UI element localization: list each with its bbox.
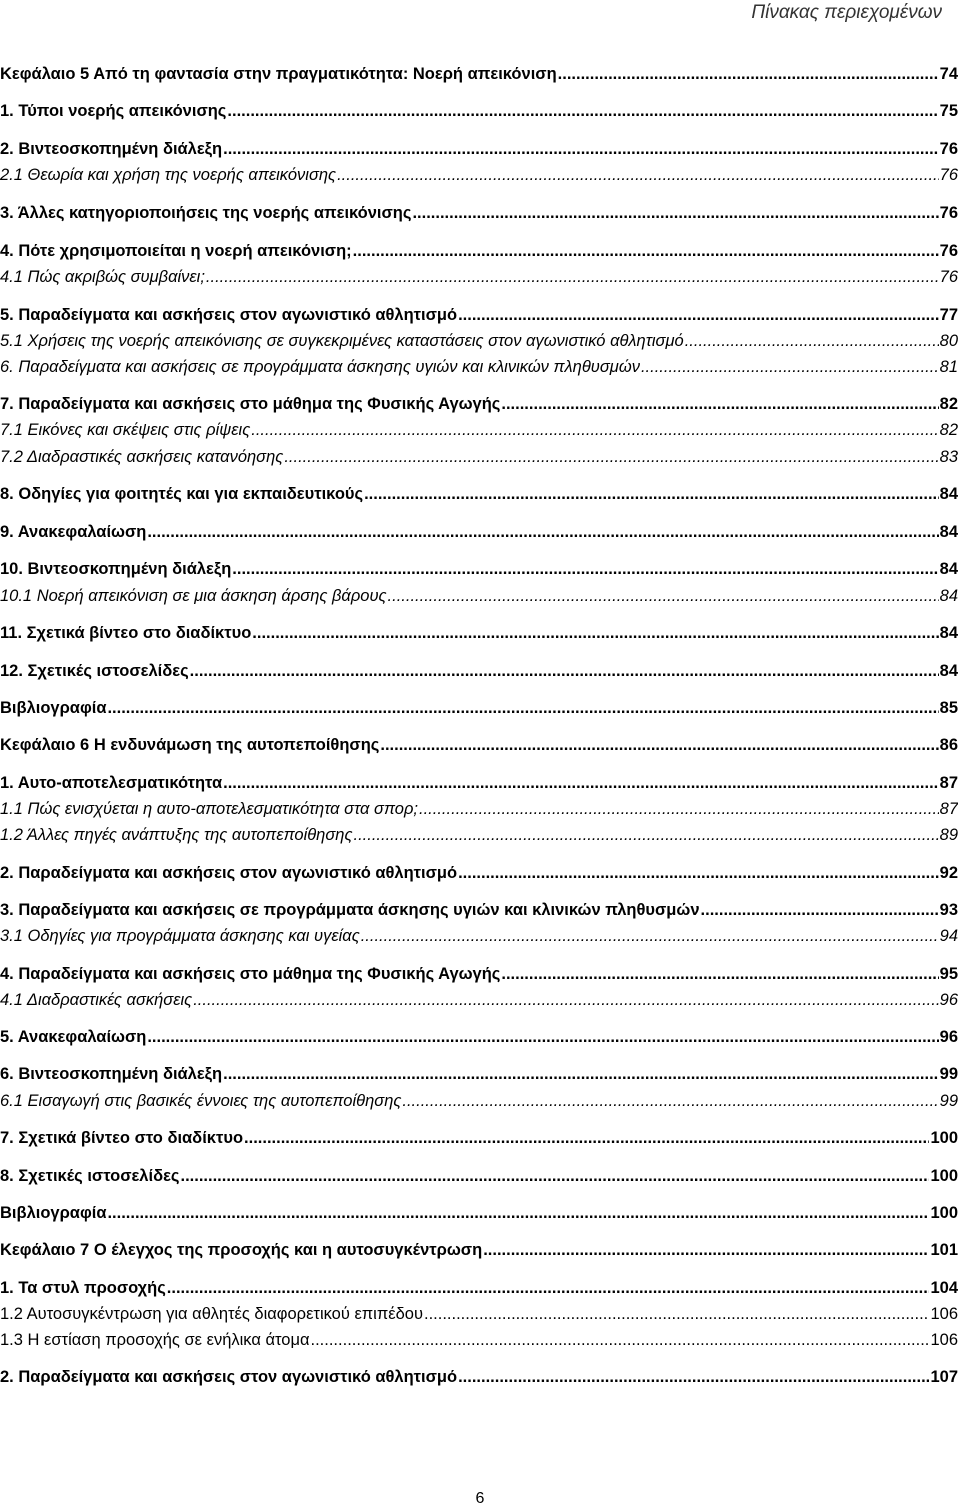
toc-entry-page: 107: [930, 1368, 958, 1386]
dot-leader: [284, 445, 938, 469]
dot-leader: [402, 1089, 938, 1113]
toc-entry-label: Βιβλιογραφία: [0, 699, 107, 717]
toc-entry-label: 1.2 Άλλες πηγές ανάπτυξης της αυτοπεποίθησης: [0, 826, 353, 844]
toc-entry[interactable]: [0, 823, 958, 847]
toc-entry-page: 76: [939, 268, 958, 286]
toc-entry[interactable]: [0, 482, 958, 506]
dot-leader: [424, 1302, 929, 1326]
toc-entry-page: 93: [939, 901, 958, 919]
toc-entry[interactable]: [0, 1201, 958, 1225]
toc-entry-page: 77: [939, 306, 958, 324]
toc-entry-page: 81: [939, 358, 958, 376]
toc-entry[interactable]: [0, 1164, 958, 1188]
toc-entry[interactable]: [0, 1302, 958, 1326]
toc-entry[interactable]: [0, 418, 958, 442]
toc-entry-label: 5.1 Χρήσεις της νοερής απεικόνισης σε συγκεκριμένες καταστάσεις στον αγωνιστικό αθλητισμό: [0, 332, 684, 350]
toc-entry[interactable]: [0, 659, 958, 683]
toc-entry[interactable]: [0, 265, 958, 289]
dot-leader: [501, 392, 938, 416]
toc-entry[interactable]: [0, 1328, 958, 1352]
toc-entry[interactable]: [0, 1238, 958, 1262]
toc-entry-label: 6. Βιντεοσκοπημένη διάλεξη: [0, 1065, 223, 1083]
toc-entry[interactable]: [0, 988, 958, 1012]
dot-leader: [364, 482, 939, 506]
dot-leader: [701, 898, 939, 922]
toc-entry-label: Κεφάλαιο 5 Από τη φαντασία στην πραγματικότητα: Νοερή απεικόνιση: [0, 65, 557, 83]
dot-leader: [353, 239, 939, 263]
dot-leader: [193, 988, 938, 1012]
dot-leader: [685, 329, 939, 353]
toc-entry[interactable]: [0, 696, 958, 720]
toc-entry[interactable]: [0, 1025, 958, 1049]
toc-entry-label: 1.3 Η εστίαση προσοχής σε ενήλικα άτομα: [0, 1331, 310, 1349]
toc-entry[interactable]: [0, 62, 958, 86]
toc-entry-page: 100: [930, 1204, 958, 1222]
toc-entry-page: 75: [939, 102, 958, 120]
toc-entry-page: 76: [939, 204, 958, 222]
toc-entry[interactable]: [0, 137, 958, 161]
toc-entry-page: 99: [939, 1065, 958, 1083]
running-header: Πίνακας περιεχομένων: [751, 2, 942, 23]
dot-leader: [458, 861, 939, 885]
dot-leader: [483, 1238, 929, 1262]
toc-entry-label: 11. Σχετικά βίντεο στο διαδίκτυο: [0, 624, 252, 642]
dot-leader: [223, 137, 939, 161]
toc-entry[interactable]: [0, 1276, 958, 1300]
toc-entry-page: 85: [939, 699, 958, 717]
dot-leader: [107, 1201, 929, 1225]
toc-entry[interactable]: [0, 1126, 958, 1150]
dot-leader: [641, 355, 939, 379]
toc-entry-label: 12. Σχετικές ιστοσελίδες: [0, 662, 189, 680]
toc-entry-label: 10.1 Νοερή απεικόνιση σε μια άσκηση άρσης βάρους: [0, 587, 387, 605]
toc-entry-label: 5. Ανακεφαλαίωση: [0, 1028, 147, 1046]
toc-entry-page: 84: [939, 587, 958, 605]
toc-entry[interactable]: [0, 355, 958, 379]
dot-leader: [337, 163, 939, 187]
toc-entry-label: 4. Πότε χρησιμοποιείται η νοερή απεικόνιση;: [0, 242, 352, 260]
dot-leader: [558, 62, 939, 86]
dot-leader: [458, 303, 939, 327]
toc-entry-label: 7. Σχετικά βίντεο στο διαδίκτυο: [0, 1129, 244, 1147]
toc-entry-label: 8. Σχετικές ιστοσελίδες: [0, 1167, 180, 1185]
toc-entry-page: 83: [939, 448, 958, 466]
toc-entry-page: 89: [939, 826, 958, 844]
toc-entry-label: 2.1 Θεωρία και χρήση της νοερής απεικόνισης: [0, 166, 337, 184]
dot-leader: [380, 733, 938, 757]
toc-entry[interactable]: [0, 99, 958, 123]
toc-entry-label: 4.1 Διαδραστικές ασκήσεις: [0, 991, 193, 1009]
dot-leader: [223, 771, 939, 795]
toc-entry[interactable]: [0, 733, 958, 757]
dot-leader: [244, 1126, 929, 1150]
toc-entry-label: 1. Αυτο-αποτελεσματικότητα: [0, 774, 223, 792]
toc-entry-page: 96: [939, 991, 958, 1009]
toc-entry-page: 82: [939, 421, 958, 439]
toc-entry-label: 2. Βιντεοσκοπημένη διάλεξη: [0, 140, 223, 158]
toc-entry-page: 84: [939, 662, 958, 680]
toc-entry-page: 76: [939, 242, 958, 260]
toc-entry-label: Κεφάλαιο 6 Η ενδυνάμωση της αυτοπεποίθησης: [0, 736, 380, 754]
toc-entry-label: 7.2 Διαδραστικές ασκήσεις κατανόησης: [0, 448, 284, 466]
dot-leader: [206, 265, 939, 289]
toc-entry-label: 7. Παραδείγματα και ασκήσεις στο μάθημα της Φυσικής Αγωγής: [0, 395, 501, 413]
toc-entry-page: 106: [930, 1305, 958, 1323]
dot-leader: [361, 924, 939, 948]
toc-entry-label: Βιβλιογραφία: [0, 1204, 107, 1222]
toc-entry-page: 95: [939, 965, 958, 983]
toc-entry-page: 76: [939, 166, 958, 184]
toc-entry-page: 87: [939, 774, 958, 792]
toc-entry-page: 84: [939, 624, 958, 642]
dot-leader: [147, 520, 938, 544]
toc-entry-page: 96: [939, 1028, 958, 1046]
toc-entry[interactable]: [0, 392, 958, 416]
toc-entry-label: 5. Παραδείγματα και ασκήσεις στον αγωνιστικό αθλητισμό: [0, 306, 458, 324]
dot-leader: [419, 797, 939, 821]
toc-entry-label: 9. Ανακεφαλαίωση: [0, 523, 147, 541]
toc-entry[interactable]: [0, 962, 958, 986]
toc-entry-page: 84: [939, 560, 958, 578]
toc-entry-page: 76: [939, 140, 958, 158]
toc-entry[interactable]: [0, 1062, 958, 1086]
toc-entry-page: 87: [939, 800, 958, 818]
toc-entry[interactable]: [0, 329, 958, 353]
dot-leader: [167, 1276, 930, 1300]
toc-entry[interactable]: [0, 861, 958, 885]
toc-entry[interactable]: [0, 201, 958, 225]
toc-entry[interactable]: [0, 621, 958, 645]
dot-leader: [190, 659, 939, 683]
dot-leader: [227, 99, 938, 123]
toc-entry-label: 6. Παραδείγματα και ασκήσεις σε προγράμματα άσκησης υγιών και κλινικών πληθυσμών: [0, 358, 640, 376]
toc-entry[interactable]: [0, 924, 958, 948]
dot-leader: [458, 1365, 929, 1389]
toc-entry-label: 2. Παραδείγματα και ασκήσεις στον αγωνιστικό αθλητισμό: [0, 1368, 458, 1386]
dot-leader: [501, 962, 938, 986]
toc-entry-label: 6.1 Εισαγωγή στις βασικές έννοιες της αυτοπεποίθησης: [0, 1092, 402, 1110]
toc-entry-page: 92: [939, 864, 958, 882]
toc-entry[interactable]: [0, 303, 958, 327]
toc-entry[interactable]: [0, 239, 958, 263]
dot-leader: [147, 1025, 938, 1049]
toc-entry-page: 94: [939, 927, 958, 945]
toc-entry[interactable]: [0, 445, 958, 469]
toc-entry[interactable]: [0, 1365, 958, 1389]
toc-entry-page: 99: [939, 1092, 958, 1110]
toc-entry-page: 86: [939, 736, 958, 754]
toc-entry-page: 101: [930, 1241, 958, 1259]
dot-leader: [251, 418, 938, 442]
toc-entry-label: 3. Άλλες κατηγοριοποιήσεις της νοερής απεικόνισης: [0, 204, 412, 222]
toc-entry-page: 84: [939, 485, 958, 503]
toc-entry[interactable]: [0, 1089, 958, 1113]
dot-leader: [223, 1062, 939, 1086]
toc-entry[interactable]: [0, 898, 958, 922]
page-number: 6: [475, 1490, 485, 1507]
toc-entry-label: 1. Τύποι νοερής απεικόνισης: [0, 102, 227, 120]
toc-entry[interactable]: [0, 771, 958, 795]
toc-entry[interactable]: [0, 557, 958, 581]
dot-leader: [388, 584, 939, 608]
toc-entry[interactable]: [0, 520, 958, 544]
toc-entry-label: 3.1 Οδηγίες για προγράμματα άσκησης και υγείας: [0, 927, 360, 945]
dot-leader: [232, 557, 938, 581]
toc-entry-label: 1. Τα στυλ προσοχής: [0, 1279, 166, 1297]
toc-entry-label: 1.1 Πώς ενισχύεται η αυτο-αποτελεσματικότητα στα σπορ;: [0, 800, 419, 818]
toc-entry-page: 100: [930, 1129, 958, 1147]
toc-entry-label: 4.1 Πώς ακριβώς συμβαίνει;: [0, 268, 205, 286]
dot-leader: [353, 823, 938, 847]
toc-entry-label: 10. Βιντεοσκοπημένη διάλεξη: [0, 560, 232, 578]
toc-entry-label: 7.1 Εικόνες και σκέψεις στις ρίψεις: [0, 421, 251, 439]
toc-entry-label: Κεφάλαιο 7 Ο έλεγχος της προσοχής και η αυτοσυγκέντρωση: [0, 1241, 483, 1259]
dot-leader: [412, 201, 938, 225]
toc-entry-label: 2. Παραδείγματα και ασκήσεις στον αγωνιστικό αθλητισμό: [0, 864, 458, 882]
toc-entry-label: 3. Παραδείγματα και ασκήσεις σε προγράμματα άσκησης υγιών και κλινικών πληθυσμών: [0, 901, 700, 919]
toc-entry-page: 82: [939, 395, 958, 413]
dot-leader: [252, 621, 938, 645]
toc-entry-label: 8. Οδηγίες για φοιτητές και για εκπαιδευτικούς: [0, 485, 364, 503]
toc-entry[interactable]: [0, 584, 958, 608]
toc-entry-page: 84: [939, 523, 958, 541]
dot-leader: [311, 1328, 930, 1352]
dot-leader: [107, 696, 938, 720]
toc-entry-label: 4. Παραδείγματα και ασκήσεις στο μάθημα της Φυσικής Αγωγής: [0, 965, 501, 983]
toc-entry-page: 106: [930, 1331, 958, 1349]
toc-entry-page: 74: [939, 65, 958, 83]
toc-entry-page: 104: [930, 1279, 958, 1297]
toc-entry-label: 1.2 Αυτοσυγκέντρωση για αθλητές διαφορετικού επιπέδου: [0, 1305, 423, 1323]
toc-entry-page: 100: [930, 1167, 958, 1185]
toc-entry-page: 80: [939, 332, 958, 350]
toc-entry[interactable]: [0, 797, 958, 821]
dot-leader: [181, 1164, 930, 1188]
toc-entry[interactable]: [0, 163, 958, 187]
